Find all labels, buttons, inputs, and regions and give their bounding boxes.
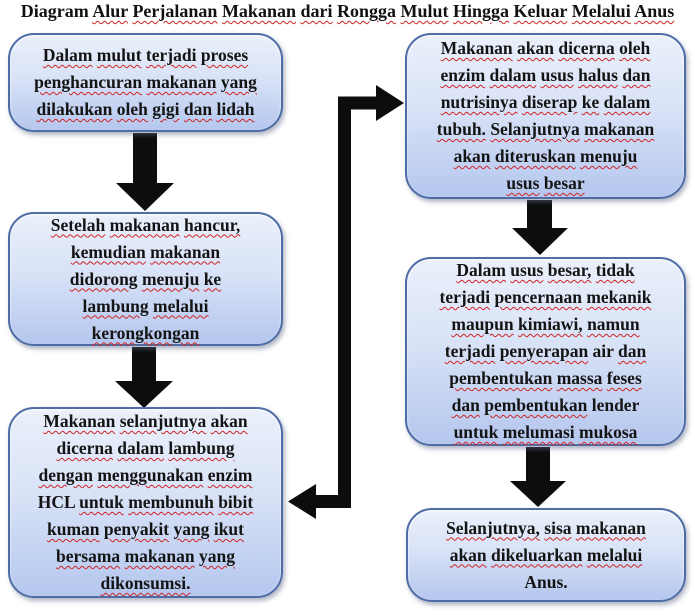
title-word-diagram: Diagram [20,1,89,21]
flow-box-small-intestine-text: Makanan akan dicerna oleh enzim dalam usus halus dan nutrisinya diserap ke dalam tubuh. Selanjutnya makanan akan diteruskan menuju usus besar [436,38,655,193]
flow-box-mouth-text: Dalam mulut terjadi proses penghancuran makanan yang dilakukan oleh gigi dan lidah [34,45,257,119]
down-arrow-icon-large-intestine-to-anus [510,447,566,507]
elbow-connector-line [314,103,378,502]
flow-box-large-intestine [405,257,686,446]
title-underlined-text: Alur Perjalanan Makanan dari Rongga Mulut Hingga Keluar Melalui Anus [92,1,675,21]
down-arrow-icon-mouth-to-esophagus [116,133,174,211]
flow-box-esophagus-text: Setelah makanan hancur, kemudian makanan didorong menuju ke lambung melalui kerongkongan [50,214,241,343]
flow-box-anus-text: Selanjutnya, sisa makanan akan dikeluarkan melalui Anus. [446,517,646,592]
arrow-right-icon [376,85,404,121]
flow-box-stomach-text: Makanan selanjutnya akan dicerna dalam lambung dengan menggunakan enzim HCL untuk membunuh bibit kuman penyakit yang ikut bersama makanan yang dikonsumsi. [37,411,254,593]
flow-box-large-intestine-text: Dalam usus besar, tidak terjadi pencernaan mekanik maupun kimiawi, namun terjadi penyerapan air dan pembentukan massa feses dan pembentukan lender untuk melumasi mukosa [439,260,652,442]
down-arrow-icon-esophagus-to-stomach [115,347,173,408]
arrow-left-icon [288,484,316,519]
flow-box-stomach [8,407,283,598]
flow-box-small-intestine [405,33,686,199]
flow-box-anus [406,508,686,602]
flow-box-esophagus [8,212,283,346]
down-arrow-icon-small-to-large-intestine [512,200,568,255]
flow-box-mouth [8,33,283,132]
